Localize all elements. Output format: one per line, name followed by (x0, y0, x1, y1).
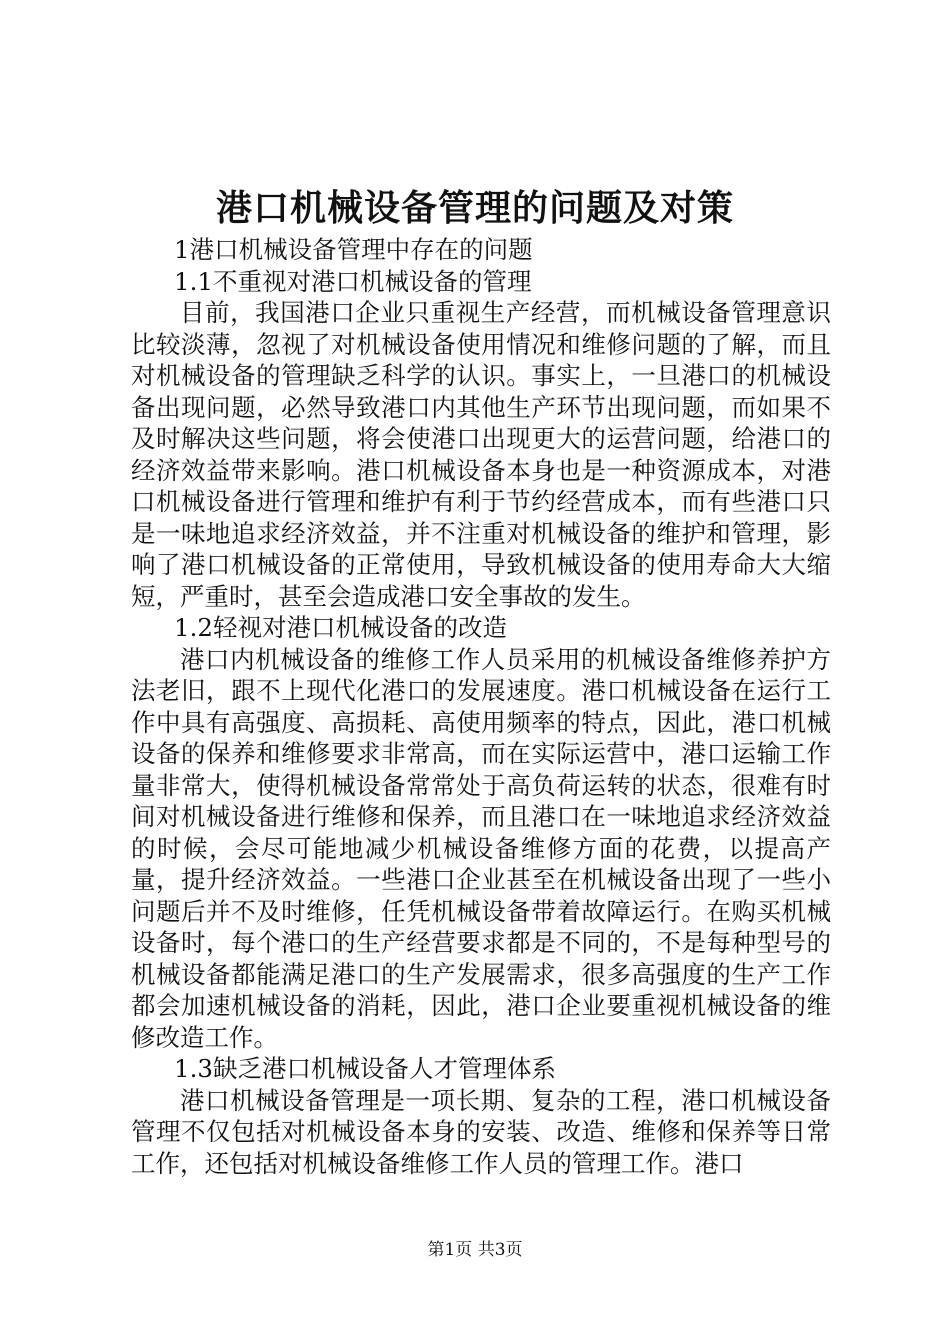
paragraph-1-3: 港口机械设备管理是一项长期、复杂的工程，港口机械设备管理不仅包括对机械设备本身的安装、改造、维修和保养等日常工作，还包括对机械设备维修工作人员的管理工作。港口 (131, 1085, 831, 1178)
section-heading-1-2: 1.2轻视对港口机械设备的改造 (174, 613, 507, 642)
section-heading-1: 1港口机械设备管理中存在的问题 (174, 235, 533, 264)
paragraph-1-2: 港口内机械设备的维修工作人员采用的机械设备维修养护方法老旧，跟不上现代化港口的发展速度。港口机械设备在运行工作中具有高强度、高损耗、高使用频率的特点，因此，港口机械设备的保养和维修要求非常高，而在实际运营中，港口运输工作量非常大，使得机械设备常常处于高负荷运转的状态，很难有时间对机械设备进行维修和保养，而且港口在一味地追求经济效益的时候，会尽可能地减少机械设备维修方面的花费，以提高产量，提升经济效益。一些港口企业甚至在机械设备出现了一些小问题后并不及时维修，任凭机械设备带着故障运行。在购买机械设备时，每个港口的生产经营要求都是不同的，不是每种型号的机械设备都能满足港口的生产发展需求，很多高强度的生产工作都会加速机械设备的消耗，因此，港口企业要重视机械设备的维修改造工作。 (131, 644, 831, 1052)
document-title: 港口机械设备管理的问题及对策 (215, 187, 734, 229)
document-body (131, 234, 831, 1179)
section-heading-1-3: 1.3缺乏港口机械设备人才管理体系 (174, 1054, 556, 1083)
page-number-footer: 第1页 共3页 (427, 1240, 523, 1260)
section-heading-1-1: 1.1不重视对港口机械设备的管理 (174, 266, 532, 296)
paragraph-1-1: 目前，我国港口企业只重视生产经营，而机械设备管理意识比较淡薄，忽视了对机械设备使用情况和维修问题的了解，而且对机械设备的管理缺乏科学的认识。事实上，一旦港口的机械设备出现问题，必然导致港口内其他生产环节出现问题，而如果不及时解决这些问题，将会使港口出现更大的运营问题，给港口的经济效益带来影响。港口机械设备本身也是一种资源成本，对港口机械设备进行管理和维护有利于节约经营成本，而有些港口只是一味地追求经济效益，并不注重对机械设备的维护和管理，影响了港口机械设备的正常使用，导致机械设备的使用寿命大大缩短，严重时，甚至会造成港口安全事故的发生。 (131, 298, 831, 611)
